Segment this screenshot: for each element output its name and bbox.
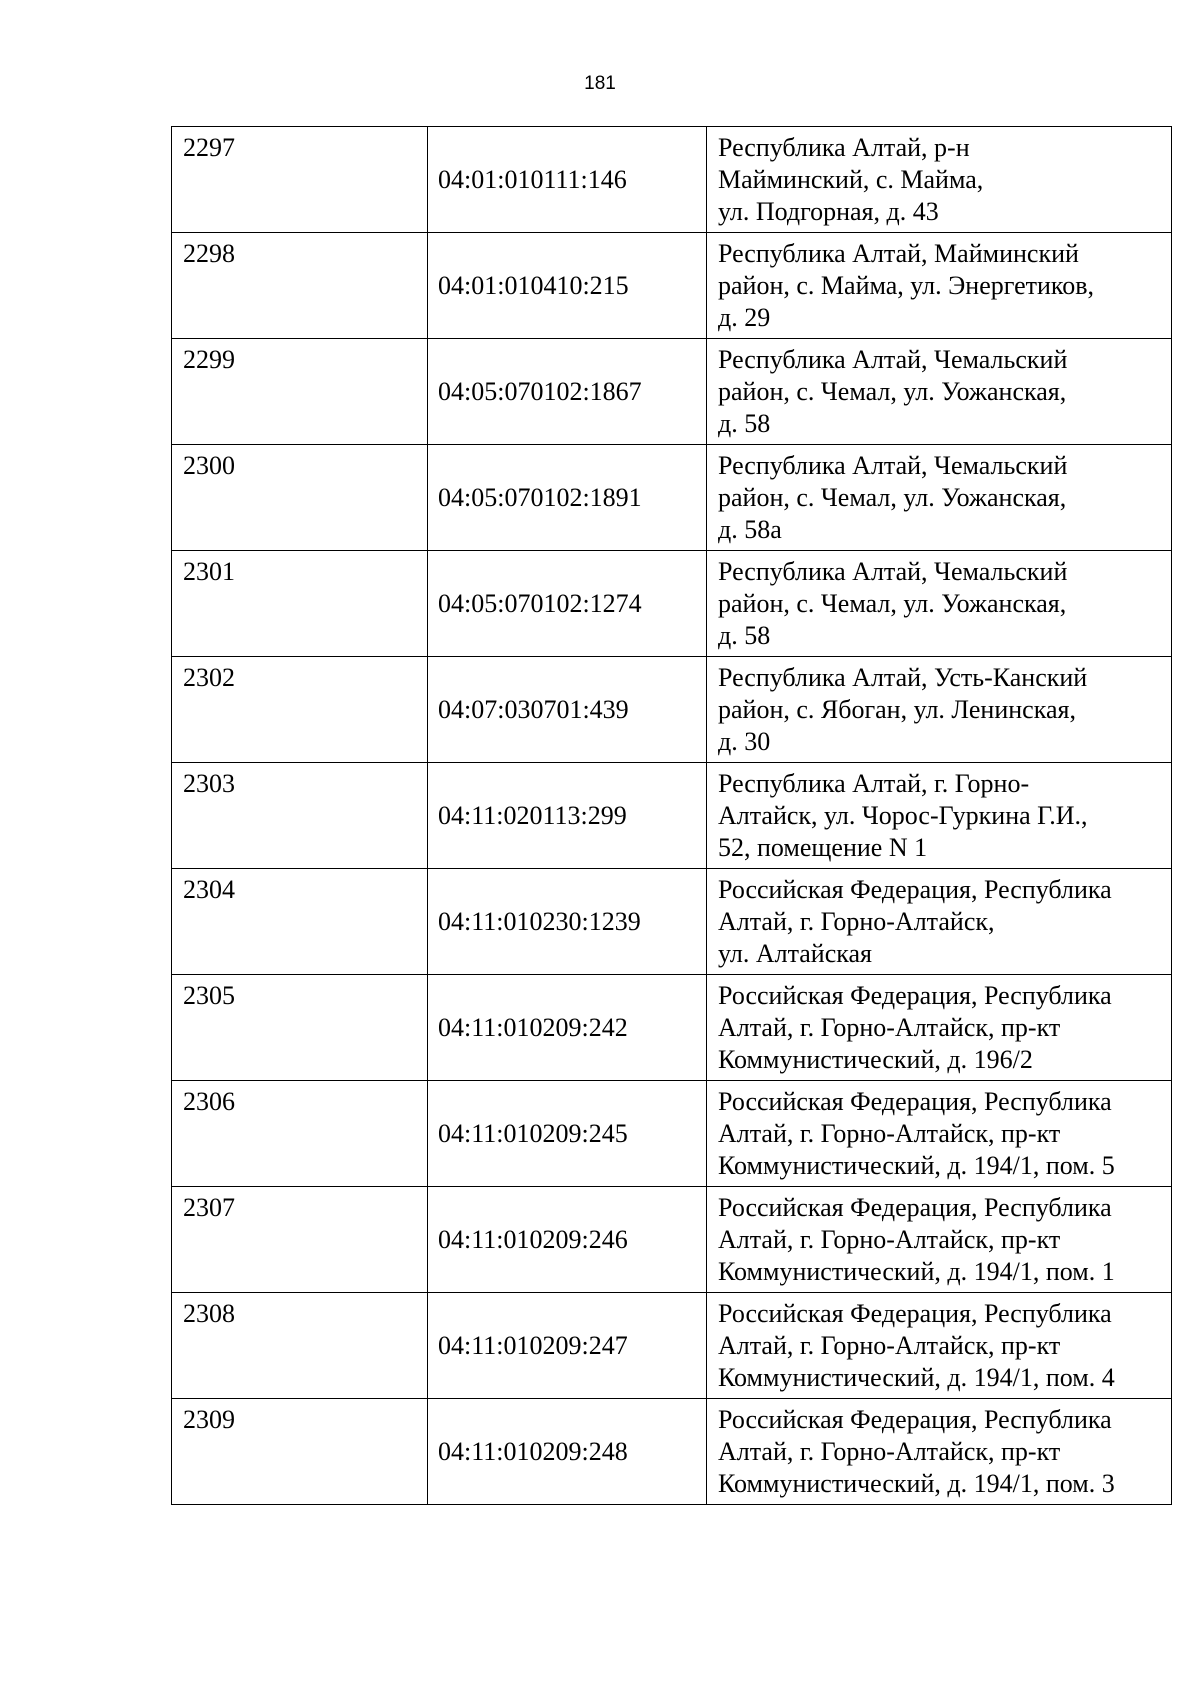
row-number-cell bbox=[172, 1081, 428, 1187]
table-row bbox=[172, 339, 1172, 445]
address-line: Алтай, г. Горно-Алтайск, bbox=[718, 907, 995, 936]
cadastral-number: 04:01:010111:146 bbox=[438, 164, 627, 194]
address-cell bbox=[707, 127, 1172, 233]
address-cell bbox=[707, 763, 1172, 869]
row-number: 2309 bbox=[183, 1405, 235, 1434]
row-number-cell bbox=[172, 869, 428, 975]
row-number-cell bbox=[172, 1399, 428, 1505]
address-line: район, с. Чемал, ул. Уожанская, bbox=[718, 483, 1067, 512]
address-line: д. 29 bbox=[718, 303, 771, 332]
address-line: район, с. Майма, ул. Энергетиков, bbox=[718, 271, 1094, 300]
row-number-cell bbox=[172, 551, 428, 657]
row-number: 2305 bbox=[183, 981, 235, 1010]
address-cell bbox=[707, 445, 1172, 551]
row-number: 2300 bbox=[183, 451, 235, 480]
row-number: 2302 bbox=[183, 663, 235, 692]
cadastral-number-cell bbox=[428, 657, 707, 763]
cadastral-number: 04:11:010209:242 bbox=[438, 1012, 628, 1042]
address-line: ул. Подгорная, д. 43 bbox=[718, 197, 939, 226]
row-number-cell bbox=[172, 233, 428, 339]
cadastral-number: 04:05:070102:1891 bbox=[438, 482, 642, 512]
table-row bbox=[172, 1399, 1172, 1505]
address-line: Алтай, г. Горно-Алтайск, пр-кт bbox=[718, 1013, 1061, 1042]
address-line: Алтай, г. Горно-Алтайск, пр-кт bbox=[718, 1331, 1061, 1360]
cadastral-number: 04:11:010209:248 bbox=[438, 1436, 628, 1466]
row-number: 2297 bbox=[183, 133, 235, 162]
row-number: 2298 bbox=[183, 239, 235, 268]
cadastral-number-cell bbox=[428, 1081, 707, 1187]
table-row bbox=[172, 1293, 1172, 1399]
row-number: 2307 bbox=[183, 1193, 235, 1222]
address-line: Российская Федерация, Республика bbox=[718, 1193, 1112, 1222]
address-line: Алтай, г. Горно-Алтайск, пр-кт bbox=[718, 1437, 1061, 1466]
address-line: Алтай, г. Горно-Алтайск, пр-кт bbox=[718, 1225, 1061, 1254]
address-cell bbox=[707, 657, 1172, 763]
address-line: Коммунистический, д. 194/1, пом. 3 bbox=[718, 1469, 1115, 1498]
address-cell bbox=[707, 869, 1172, 975]
table-row bbox=[172, 233, 1172, 339]
address-line: район, с. Чемал, ул. Уожанская, bbox=[718, 377, 1067, 406]
row-number-cell bbox=[172, 1187, 428, 1293]
address-cell bbox=[707, 1293, 1172, 1399]
address-line: д. 58а bbox=[718, 515, 782, 544]
row-number-cell bbox=[172, 445, 428, 551]
address-line: Коммунистический, д. 194/1, пом. 4 bbox=[718, 1363, 1115, 1392]
address-line: Российская Федерация, Республика bbox=[718, 1087, 1112, 1116]
table-row bbox=[172, 551, 1172, 657]
address-line: Российская Федерация, Республика bbox=[718, 1299, 1112, 1328]
cadastral-number: 04:01:010410:215 bbox=[438, 270, 629, 300]
row-number-cell bbox=[172, 975, 428, 1081]
address-line: Алтайск, ул. Чорос-Гуркина Г.И., bbox=[718, 801, 1088, 830]
cadastral-number-cell bbox=[428, 445, 707, 551]
cadastral-number-cell bbox=[428, 763, 707, 869]
address-line: Российская Федерация, Республика bbox=[718, 875, 1112, 904]
table-row bbox=[172, 1187, 1172, 1293]
address-line: д. 30 bbox=[718, 727, 771, 756]
table-row bbox=[172, 869, 1172, 975]
cadastral-number: 04:11:010209:246 bbox=[438, 1224, 628, 1254]
address-line: д. 58 bbox=[718, 409, 771, 438]
table-row bbox=[172, 657, 1172, 763]
address-line: Республика Алтай, Чемальский bbox=[718, 557, 1068, 586]
row-number: 2303 bbox=[183, 769, 235, 798]
row-number-cell bbox=[172, 763, 428, 869]
address-line: район, с. Ябоган, ул. Ленинская, bbox=[718, 695, 1076, 724]
address-line: Республика Алтай, Майминский bbox=[718, 239, 1079, 268]
cadastral-number-cell bbox=[428, 551, 707, 657]
table-row bbox=[172, 127, 1172, 233]
table-row bbox=[172, 1081, 1172, 1187]
address-cell bbox=[707, 1081, 1172, 1187]
cadastral-number: 04:05:070102:1867 bbox=[438, 376, 642, 406]
cadastral-number-cell bbox=[428, 339, 707, 445]
cadastral-number: 04:11:010230:1239 bbox=[438, 906, 641, 936]
row-number-cell bbox=[172, 127, 428, 233]
row-number-cell bbox=[172, 657, 428, 763]
row-number: 2301 bbox=[183, 557, 235, 586]
address-line: Коммунистический, д. 196/2 bbox=[718, 1045, 1033, 1074]
row-number: 2306 bbox=[183, 1087, 235, 1116]
cadastral-number: 04:11:020113:299 bbox=[438, 800, 627, 830]
row-number-cell bbox=[172, 1293, 428, 1399]
address-cell bbox=[707, 1399, 1172, 1505]
cadastral-number: 04:11:010209:245 bbox=[438, 1118, 628, 1148]
registry-table-body bbox=[172, 127, 1172, 1505]
address-cell bbox=[707, 233, 1172, 339]
page-number: 181 bbox=[584, 73, 616, 94]
table-row bbox=[172, 763, 1172, 869]
row-number: 2299 bbox=[183, 345, 235, 374]
address-line: Российская Федерация, Республика bbox=[718, 1405, 1112, 1434]
address-line: Республика Алтай, г. Горно- bbox=[718, 769, 1030, 798]
address-line: Республика Алтай, р-н bbox=[718, 133, 970, 162]
address-line: Республика Алтай, Усть-Канский bbox=[718, 663, 1088, 692]
address-cell bbox=[707, 1187, 1172, 1293]
cadastral-number-cell bbox=[428, 233, 707, 339]
address-line: Республика Алтай, Чемальский bbox=[718, 451, 1068, 480]
cadastral-number-cell bbox=[428, 1399, 707, 1505]
cadastral-number-cell bbox=[428, 975, 707, 1081]
address-cell bbox=[707, 339, 1172, 445]
address-cell bbox=[707, 551, 1172, 657]
cadastral-number-cell bbox=[428, 1293, 707, 1399]
cadastral-number: 04:07:030701:439 bbox=[438, 694, 629, 724]
cadastral-number-cell bbox=[428, 869, 707, 975]
address-line: район, с. Чемал, ул. Уожанская, bbox=[718, 589, 1067, 618]
row-number: 2304 bbox=[183, 875, 235, 904]
address-line: д. 58 bbox=[718, 621, 771, 650]
address-line: Коммунистический, д. 194/1, пом. 5 bbox=[718, 1151, 1115, 1180]
address-line: 52, помещение N 1 bbox=[718, 833, 928, 862]
cadastral-number: 04:11:010209:247 bbox=[438, 1330, 628, 1360]
address-line: Коммунистический, д. 194/1, пом. 1 bbox=[718, 1257, 1115, 1286]
cadastral-number: 04:05:070102:1274 bbox=[438, 588, 642, 618]
row-number: 2308 bbox=[183, 1299, 235, 1328]
registry-table bbox=[171, 126, 1172, 1505]
address-line: Майминский, с. Майма, bbox=[718, 165, 984, 194]
cadastral-number-cell bbox=[428, 127, 707, 233]
table-row bbox=[172, 445, 1172, 551]
address-line: Российская Федерация, Республика bbox=[718, 981, 1112, 1010]
address-line: ул. Алтайская bbox=[718, 939, 872, 968]
address-line: Республика Алтай, Чемальский bbox=[718, 345, 1068, 374]
address-line: Алтай, г. Горно-Алтайск, пр-кт bbox=[718, 1119, 1061, 1148]
cadastral-number-cell bbox=[428, 1187, 707, 1293]
row-number-cell bbox=[172, 339, 428, 445]
table-row bbox=[172, 975, 1172, 1081]
address-cell bbox=[707, 975, 1172, 1081]
